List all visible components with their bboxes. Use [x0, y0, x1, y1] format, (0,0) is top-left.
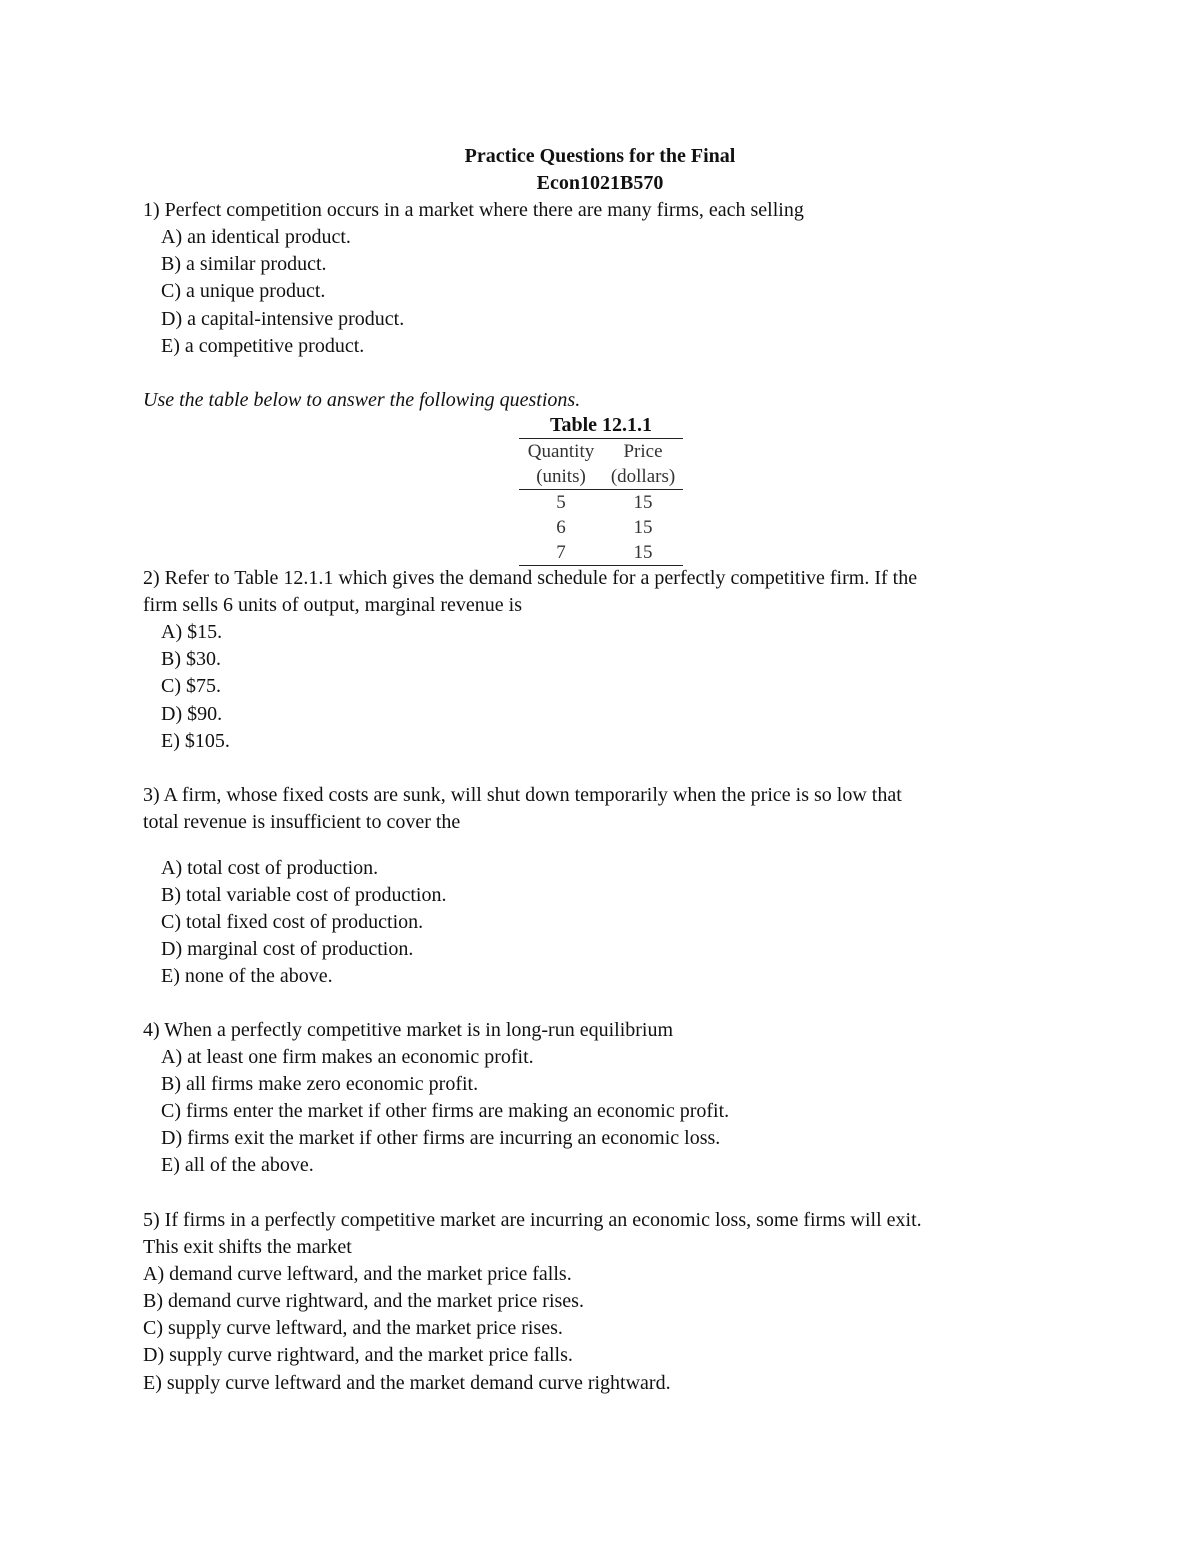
- question-5-option-a: A) demand curve leftward, and the market price falls.: [143, 1263, 572, 1285]
- question-1-option-a: A) an identical product.: [161, 226, 351, 248]
- question-2-stem-line-2: firm sells 6 units of output, marginal revenue is: [143, 594, 523, 616]
- question-3-option-c: C) total fixed cost of production.: [161, 911, 424, 933]
- question-1-option-d: D) a capital-intensive product.: [161, 308, 405, 330]
- table-row: [519, 515, 683, 540]
- question-5-option-d: D) supply curve rightward, and the market price falls.: [143, 1344, 573, 1366]
- header-price-units: (dollars): [610, 466, 676, 487]
- question-4-option-d: D) firms exit the market if other firms are incurring an economic loss.: [161, 1127, 721, 1149]
- question-2-option-d: D) $90.: [161, 703, 223, 725]
- table-title: Table 12.1.1: [549, 414, 653, 436]
- table-cell-price: 15: [633, 542, 653, 563]
- question-1-option-e: E) a competitive product.: [161, 335, 365, 357]
- question-4-option-a: A) at least one firm makes an economic profit.: [161, 1046, 534, 1068]
- table-instruction: Use the table below to answer the following questions.: [143, 389, 581, 411]
- table-cell-quantity: 6: [556, 517, 566, 538]
- table-row: [519, 490, 683, 515]
- question-2-option-c: C) $75.: [161, 675, 221, 697]
- table-cell-price: 15: [633, 517, 653, 538]
- document-title: Practice Questions for the Final: [464, 145, 736, 167]
- question-5-stem-line-2: This exit shifts the market: [143, 1236, 352, 1258]
- question-3-stem-line-1: 3) A firm, whose fixed costs are sunk, will shut down temporarily when the price is so low that: [143, 784, 902, 806]
- question-4-option-e: E) all of the above.: [161, 1154, 314, 1176]
- question-1-stem: 1) Perfect competition occurs in a market where there are many firms, each selling: [143, 199, 804, 221]
- header-quantity-units: (units): [536, 466, 586, 487]
- question-3-stem-line-2: total revenue is insufficient to cover the: [143, 811, 461, 833]
- table-cell-quantity: 5: [556, 492, 566, 513]
- table-cell-quantity: 7: [556, 542, 566, 563]
- question-5-option-b: B) demand curve rightward, and the market price rises.: [143, 1290, 584, 1312]
- table-cell-price: 15: [633, 492, 653, 513]
- question-1-option-b: B) a similar product.: [161, 253, 327, 275]
- question-3-option-e: E) none of the above.: [161, 965, 333, 987]
- question-3-option-b: B) total variable cost of production.: [161, 884, 447, 906]
- question-3-option-a: A) total cost of production.: [161, 857, 379, 879]
- table-header-row: [519, 439, 683, 464]
- question-5-stem-line-1: 5) If firms in a perfectly competitive market are incurring an economic loss, some firms will exit.: [143, 1209, 922, 1231]
- question-5-option-e: E) supply curve leftward and the market demand curve rightward.: [143, 1372, 671, 1394]
- question-2-stem-line-1: 2) Refer to Table 12.1.1 which gives the demand schedule for a perfectly competitive firm. If the: [143, 567, 918, 589]
- header-price: Price: [623, 441, 663, 462]
- table-header-row: [519, 464, 683, 489]
- header-quantity: Quantity: [527, 441, 595, 462]
- question-2-option-b: B) $30.: [161, 648, 221, 670]
- table-row: [519, 540, 683, 565]
- question-4-option-c: C) firms enter the market if other firms are making an economic profit.: [161, 1100, 730, 1122]
- course-code: Econ1021B570: [536, 172, 664, 194]
- question-3-option-d: D) marginal cost of production.: [161, 938, 414, 960]
- question-1-option-c: C) a unique product.: [161, 280, 326, 302]
- question-2-option-e: E) $105.: [161, 730, 230, 752]
- question-4-stem: 4) When a perfectly competitive market is in long-run equilibrium: [143, 1019, 674, 1041]
- question-4-option-b: B) all firms make zero economic profit.: [161, 1073, 479, 1095]
- question-5-option-c: C) supply curve leftward, and the market price rises.: [143, 1317, 563, 1339]
- demand-schedule-table: [519, 413, 683, 566]
- question-2-option-a: A) $15.: [161, 621, 223, 643]
